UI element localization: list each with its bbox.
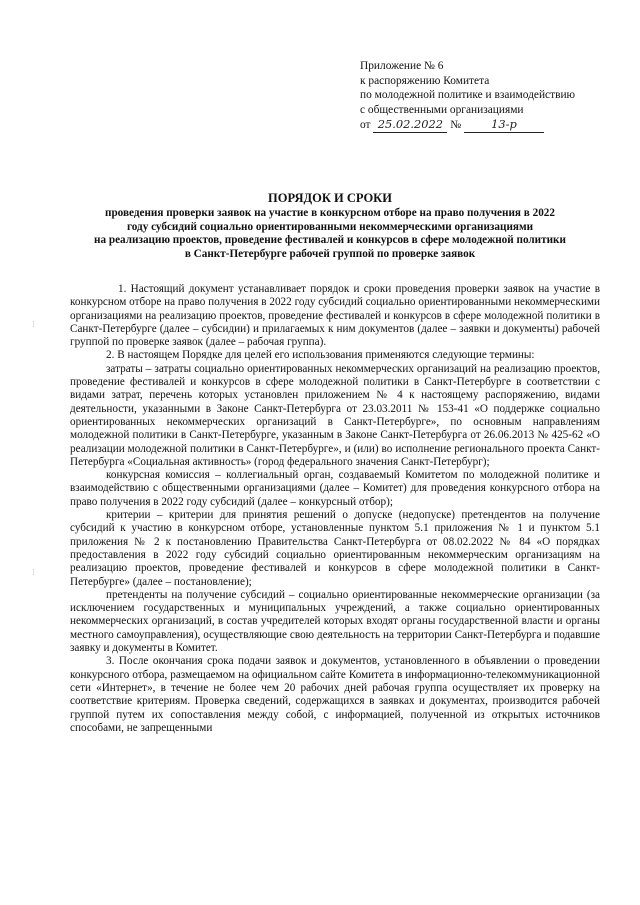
handwritten-date: 25.02.2022 — [373, 117, 447, 133]
appendix-line: к распоряжению Комитета — [360, 74, 490, 87]
handwritten-number: 13-р — [464, 117, 544, 133]
appendix-line: с общественными организациями — [360, 103, 524, 116]
from-label: от — [360, 119, 371, 131]
title-sub-line: году субсидий социально ориентированными некоммерческими организациями — [126, 220, 534, 233]
term-criteria: критерии – критерии для принятия решений о допуске (недопуске) претендентов на получение субсидий к участию в конкурсном отборе, установленные пунктом 5.1 приложения № 1 и пунктом 5.1 приложения № 2 к постановлению Правительства Санкт-Петербурга от 08.02.2022 № 84 «О порядках предоставления в 2022 году субсидий социально ориентированным некоммерческим организациям на реализацию проектов, проведение фестивалей и конкурсов в сфере молодежной политики в Санкт-Петербурге» (далее – постановление); — [70, 509, 600, 588]
appendix-number: Приложение № 6 — [360, 60, 444, 72]
title-sub-line: проведения проверки заявок на участие в конкурсном отборе на право получения в 2022 — [105, 207, 555, 219]
document-body — [70, 283, 600, 735]
scan-mark: ⁝ — [32, 567, 35, 577]
term-commission: конкурсная комиссия – коллегиальный орган, создаваемый Комитетом по молодежной политике и взаимодействию с общественными организациями (далее – Комитет) для проведения конкурсного отбора на право получения в 2022 году субсидий (далее – конкурсный отбор); — [70, 469, 600, 508]
paragraph-1: 1. Настоящий документ устанавливает порядок и сроки проведения проверки заявок на участие в конкурсном отборе на право получения в 2022 году субсидий социально ориентированными некоммерческими организациями на реализацию проектов, проведение фестивалей и конкурсов в сфере молодежной политики в Санкт-Петербурге (далее – субсидии) и прилагаемых к ним документов (далее – заявки и документы) рабочей группой по проверке заявок (далее – рабочая группа). — [70, 283, 600, 349]
scan-mark: ⁝ — [32, 319, 35, 329]
document-title — [60, 191, 600, 261]
paragraph-2: 2. В настоящем Порядке для целей его использования применяются следующие термины: — [106, 349, 535, 362]
term-costs: затраты – затраты социально ориентированных некоммерческих организаций на реализацию проектов, проведение фестивалей и конкурсов в сфере молодежной политики в Санкт-Петербурге в соответствии с видами затрат, перечень которых установлен приложением № 4 к настоящему распоряжению, видами деятельности, указанными в Законе Санкт-Петербурга от 23.03.2011 № 153-41 «О поддержке социально ориентированных некоммерческих организаций в Санкт-Петербурге», по основным направлениям молодежной политики в Санкт-Петербурге, указанным в Законе Санкт-Петербурга от 26.06.2013 № 425-62 «О реализации молодежной политики в Санкт-Петербурге», и (или) во исполнение регионального проекта Санкт-Петербурга «Социальная активность» (город федерального значения Санкт-Петербург); — [70, 362, 600, 468]
paragraph-3: 3. После окончания срока подачи заявок и документов, установленного в объявлении о проведении конкурсного отбора, размещаемом на официальном сайте Комитета в информационно-телекоммуникационной сети «Интернет», в течение не более чем 20 рабочих дней рабочая группа осуществляет их проверку на соответствие критериям. Проверка сведений, содержащихся в заявках и документах, производится рабочей группой путем их сопоставления между собой, с информацией, полученной из открытых источников способами, не запрещенными — [70, 655, 600, 734]
number-sign: № — [450, 119, 462, 131]
title-sub-line: на реализацию проектов, проведение фестивалей и конкурсов в сфере молодежной политики — [94, 234, 566, 246]
title-main: ПОРЯДОК И СРОКИ — [268, 191, 392, 205]
appendix-line: по молодежной политике и взаимодействию — [360, 89, 576, 101]
term-applicants: претенденты на получение субсидий – социально ориентированные некоммерческие организации (за исключением государственных и муниципальных учреждений, а также социально ориентированных некоммерческих организаций, в состав учредителей которых входят органы государственной власти и органы местного самоуправления), осуществляющие свою деятельность на территории Санкт-Петербурга и подавшие заявку и документы в Комитет. — [70, 588, 600, 655]
appendix-header — [360, 59, 620, 133]
title-sub-line: в Санкт-Петербурге рабочей группой по проверке заявок — [184, 247, 476, 260]
appendix-date-line — [360, 117, 620, 133]
